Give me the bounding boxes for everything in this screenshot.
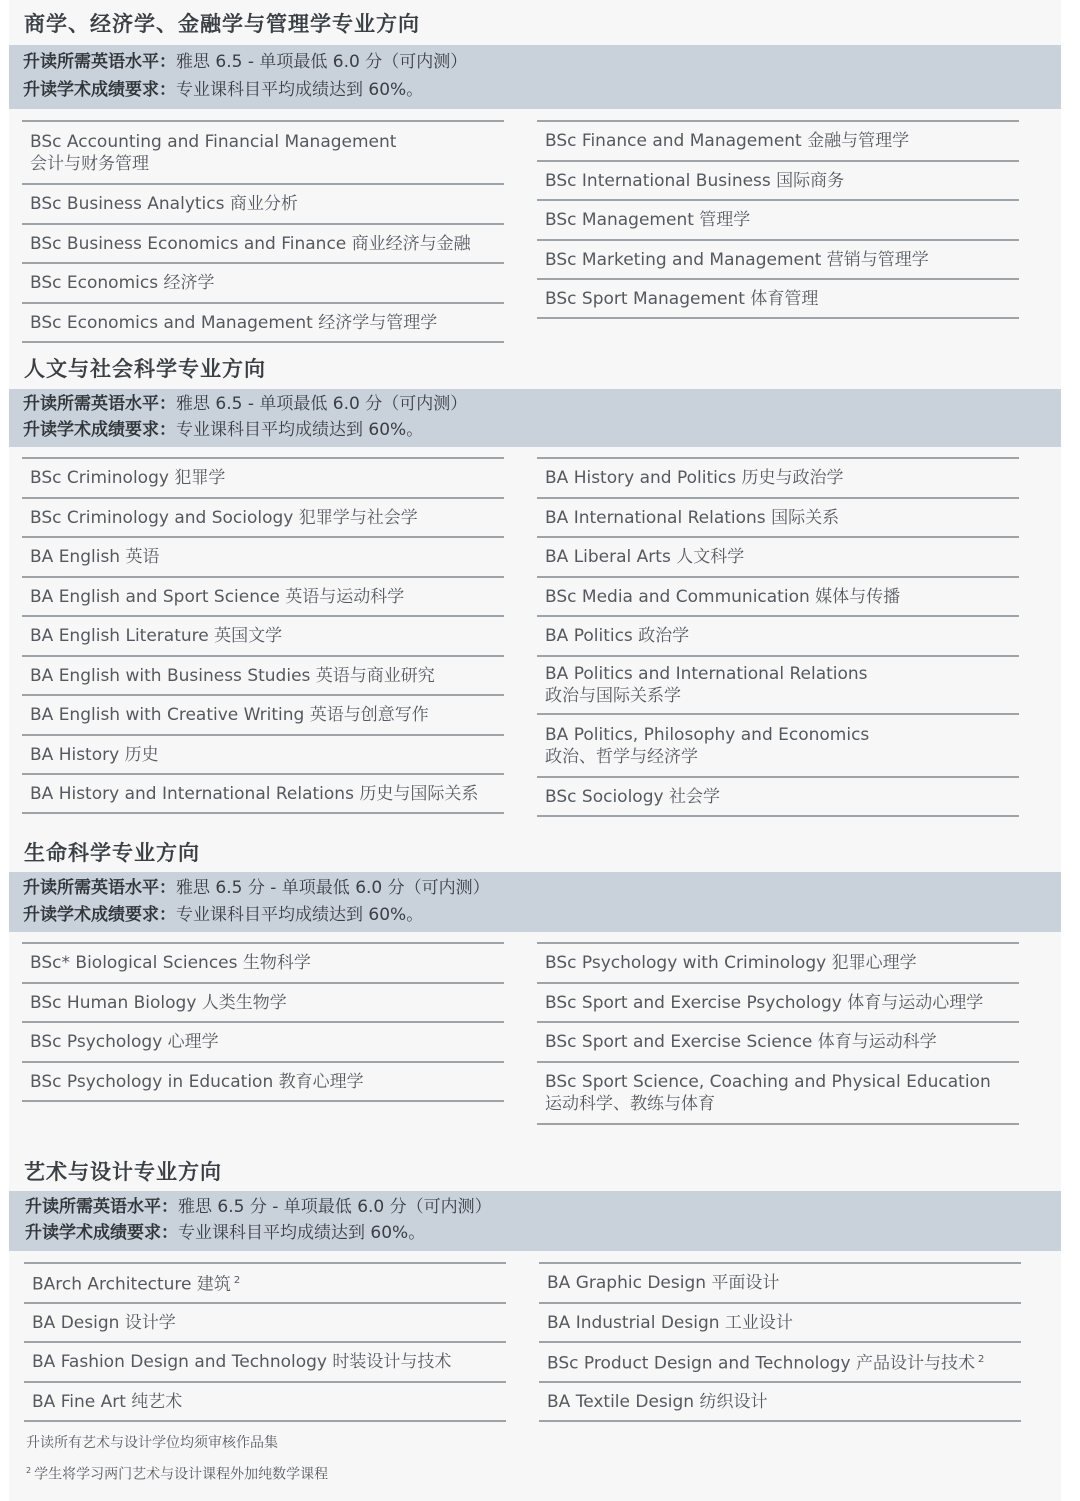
list-item: BA Liberal Arts 人文科学 [537,536,1019,576]
section-title: 艺术与设计专业方向 [24,1160,222,1184]
list-item: BSc Media and Communication 媒体与传播 [537,576,1019,615]
list-item: BA History and International Relations 历史与国际关系 [22,773,504,814]
list-item: BA English and Sport Science 英语与运动科学 [22,576,504,615]
list-item: BA Fashion Design and Technology 时装设计与技术 [24,1341,506,1381]
list-item: BSc* Biological Sciences 生物科学 [22,942,504,982]
list-item: BSc Management 管理学 [537,199,1019,239]
list-item: BA International Relations 国际关系 [537,497,1019,536]
list-item: BA Fine Art 纯艺术 [24,1381,506,1422]
list-item: BSc Finance and Management 金融与管理学 [537,120,1019,160]
list-item: BA English with Creative Writing 英语与创意写作 [22,694,504,734]
list-item: BA English 英语 [22,536,504,576]
list-item: BSc Business Analytics 商业分析 [22,183,504,223]
academic-requirement: 升读学术成绩要求：专业课科目平均成绩达到 60%。 [23,905,424,925]
list-item: BA Industrial Design 工业设计 [539,1302,1021,1341]
english-requirement: 升读所需英语水平：雅思 6.5 分 - 单项最低 6.0 分（可内测） [23,878,490,898]
list-item: BSc Accounting and Financial Management 会计与财务管理 [22,120,504,183]
list-item: BA Politics and International Relations 政治与国际关系学 [537,655,1019,713]
list-item: BA Politics, Philosophy and Economics 政治、哲学与经济学 [537,713,1019,776]
requirements-band [9,45,1061,109]
academic-requirement: 升读学术成绩要求：专业课科目平均成绩达到 60%。 [25,1223,426,1243]
course-list-left [22,120,504,343]
list-item: BA Graphic Design 平面设计 [539,1262,1021,1302]
list-item: BSc Sociology 社会学 [537,776,1019,817]
english-requirement: 升读所需英语水平：雅思 6.5 - 单项最低 6.0 分（可内测） [23,394,468,414]
list-item: BSc Psychology 心理学 [22,1021,504,1061]
list-item: BA Politics 政治学 [537,615,1019,655]
course-list-left [22,942,504,1102]
requirements-band [9,1191,1061,1251]
section-title: 商学、经济学、金融学与管理学专业方向 [24,12,420,36]
list-item: BA Design 设计学 [24,1302,506,1341]
list-item: BA English Literature 英国文学 [22,615,504,655]
course-list-right [537,457,1019,817]
list-item: BSc Sport Science, Coaching and Physical Education 运动科学、教练与体育 [537,1061,1019,1125]
list-item: BSc Sport and Exercise Psychology 体育与运动心理学 [537,982,1019,1021]
list-item: BSc Marketing and Management 营销与管理学 [537,239,1019,278]
english-requirement: 升读所需英语水平：雅思 6.5 - 单项最低 6.0 分（可内测） [23,52,468,72]
list-item: BSc Criminology and Sociology 犯罪学与社会学 [22,497,504,536]
list-item: BSc Human Biology 人类生物学 [22,982,504,1021]
section-title: 生命科学专业方向 [24,841,200,865]
course-list-right [539,1262,1021,1422]
footnotes [26,1429,328,1489]
course-list-right [537,120,1019,319]
list-item: BSc Criminology 犯罪学 [22,457,504,497]
footnote-maths: $^2$ 学生将学习两门艺术与设计课程外加纯数学课程 [26,1466,329,1483]
academic-requirement: 升读学术成绩要求：专业课科目平均成绩达到 60%。 [23,420,424,440]
footnote-mark: 2 [233,1275,241,1287]
list-item: BSc Business Economics and Finance 商业经济与金融 [22,223,504,262]
list-item: BSc Psychology in Education 教育心理学 [22,1061,504,1102]
requirements-band [9,872,1061,932]
course-list-right [537,942,1019,1125]
list-item: BSc Product Design and Technology 产品设计与技术 $^2$ [539,1341,1021,1381]
list-item: BA Textile Design 纺织设计 [539,1381,1021,1422]
list-item: BA History and Politics 历史与政治学 [537,457,1019,497]
list-item: BSc International Business 国际商务 [537,160,1019,199]
academic-requirement: 升读学术成绩要求：专业课科目平均成绩达到 60%。 [23,80,424,100]
list-item: BSc Sport and Exercise Science 体育与运动科学 [537,1021,1019,1061]
course-list-left [24,1262,506,1422]
list-item: BA History 历史 [22,734,504,773]
requirements-band [9,389,1061,447]
course-list-left [22,457,504,814]
list-item: BArch Architecture 建筑 $^2$ [24,1262,506,1302]
list-item: BSc Economics and Management 经济学与管理学 [22,302,504,343]
list-item: BA English with Business Studies 英语与商业研究 [22,655,504,694]
footnote-mark: 2 [977,1354,985,1366]
section-title: 人文与社会科学专业方向 [24,357,266,381]
list-item: BSc Sport Management 体育管理 [537,278,1019,319]
english-requirement: 升读所需英语水平：雅思 6.5 分 - 单项最低 6.0 分（可内测） [25,1197,492,1217]
footnote-portfolio: 升读所有艺术与设计学位均须审核作品集 [26,1435,278,1451]
list-item: BSc Economics 经济学 [22,262,504,302]
list-item: BSc Psychology with Criminology 犯罪心理学 [537,942,1019,982]
